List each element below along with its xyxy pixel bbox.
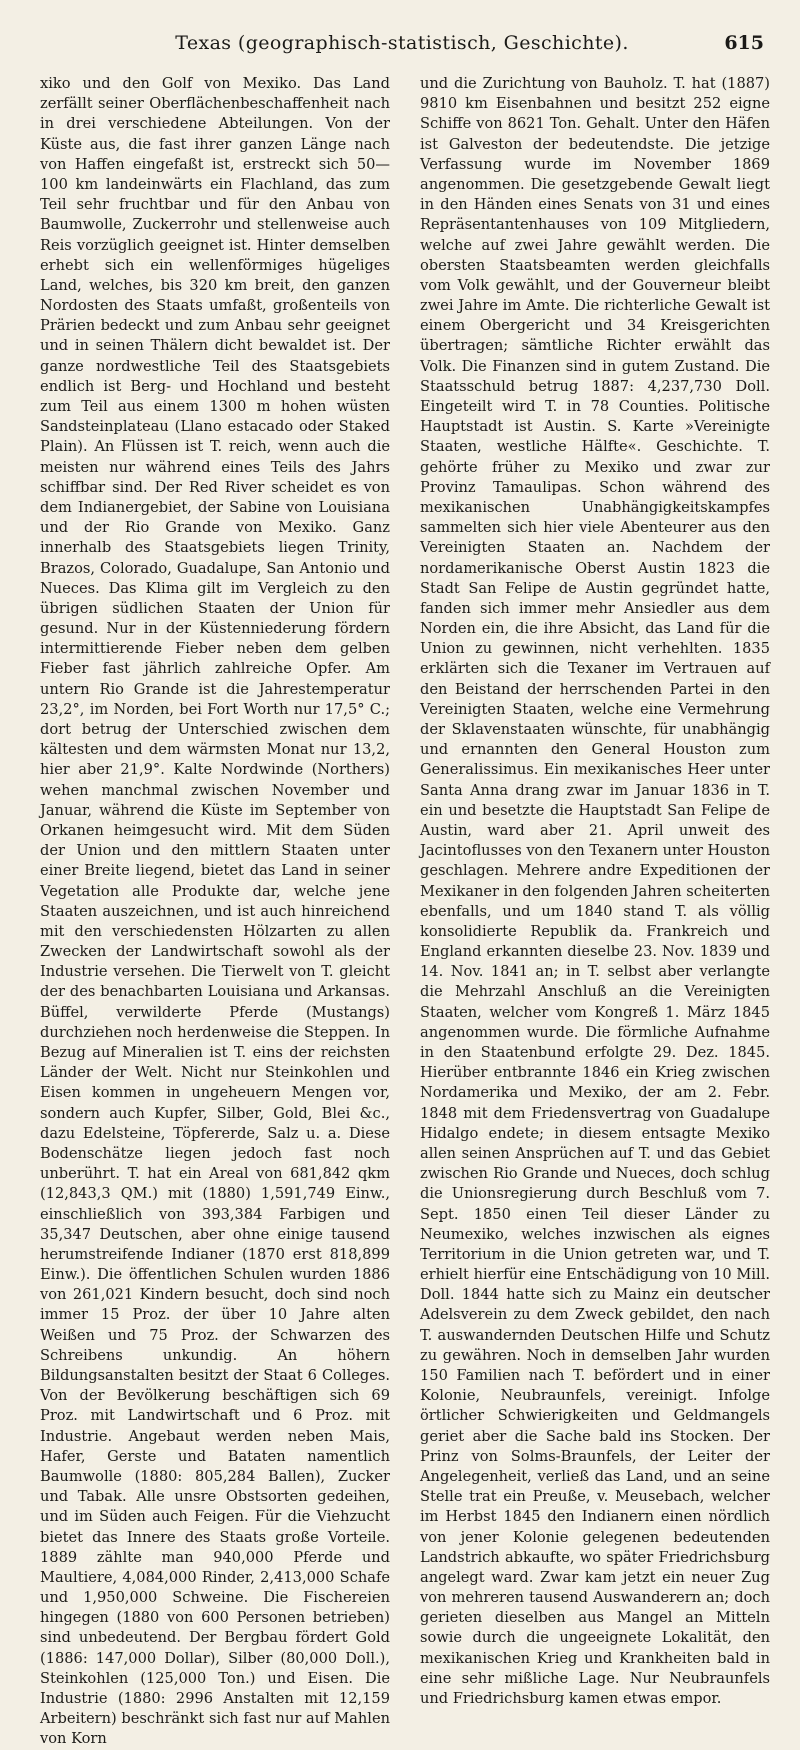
running-header: [40, 32, 764, 58]
text-column-right: [420, 74, 770, 1707]
text-column-left: [40, 74, 390, 1748]
page-number: 615: [724, 32, 764, 54]
page-title: Texas (geographisch-statistisch, Geschichte).: [175, 32, 629, 54]
column-text: und die Zurichtung von Bauholz. T. hat (1887) 9810 km Eisenbahnen und besitzt 252 eigne Schiffe von 8621 Ton. Gehalt. Unter den Häfen ist Galveston der bedeutendste. Die jetzige Verfassung wurde im November 1869 angenommen. Die gesetzgebende Gewalt liegt in den Händen eines Senats von 31 und eines Repräsentantenhauses von 109 Mitgliedern, welche auf zwei Jahre gewählt werden. Die obersten Staatsbeamten werden gleichfalls vom Volk gewählt, und der Gouverneur bleibt zwei Jahre im Amte. Die richterliche Gewalt ist einem Obergericht und 34 Kreisgerichten übertragen; sämtliche Richter erwählt das Volk. Die Finanzen sind in gutem Zustand. Die Staatsschuld betrug 1887: 4,237,730 Doll. Eingeteilt wird T. in 78 Counties. Politische Hauptstadt ist Austin. S. Karte »Vereinigte Staaten, westliche Hälfte«. Geschichte. T. gehörte früher zu Mexiko und zwar zur Provinz Tamaulipas. Schon während des mexikanischen Unabhängigkeitskampfes sammelten sich hier viele Abenteurer aus den Vereinigten Staaten an. Nachdem der nordamerikanische Oberst Austin 1823 die Stadt San Felipe de Austin gegründet hatte, fanden sich immer mehr Ansiedler aus dem Norden ein, die ihre Absicht, das Land für die Union zu gewinnen, nicht verhehlten. 1835 erklärten sich die Texaner im Vertrauen auf den Beistand der herrschenden Partei in den Vereinigten Staaten, welche eine Vermehrung der Sklavenstaaten wünschte, für unabhängig und ernannten den General Houston zum Generalissimus. Ein mexikanisches Heer unter Santa Anna drang zwar im Januar 1836 in T. ein und besetzte die Hauptstadt San Felipe de Austin, ward aber 21. April unweit des Jacintoflusses von den Texanern unter Houston geschlagen. Mehrere andre Expeditionen der Mexikaner in den folgenden Jahren scheiterten ebenfalls, und um 1840 stand T. als völlig konsolidierte Republik da. Frankreich und England erkannten dieselbe 23. Nov. 1839 und 14. Nov. 1841 an; in T. selbst aber verlangte die Mehrzahl Anschluß an die Vereinigten Staaten, welcher vom Kongreß 1. März 1845 angenommen wurde. Die förmliche Aufnahme in den Staatenbund erfolgte 29. Dez. 1845. Hierüber entbrannte 1846 ein Krieg zwischen Nordamerika und Mexiko, der am 2. Febr. 1848 mit dem Friedensvertrag von Guadalupe Hidalgo endete; in diesem entsagte Mexiko allen seinen Ansprüchen auf T. und das Gebiet zwischen Rio Grande und Nueces, doch schlug die Unionsregierung durch Beschluß vom 7. Sept. 1850 einen Teil dieser Länder zu Neumexiko, welches inzwischen als eignes Territorium in die Union getreten war, und T. erhielt hierfür eine Entschädigung von 10 Mill. Doll. 1844 hatte sich zu Mainz ein deutscher Adelsverein zu dem Zweck gebildet, den nach T. auswandernden Deutschen Hilfe und Schutz zu gewähren. Noch in demselben Jahr wurden 150 Familien nach T. befördert und in einer Kolonie, Neubraunfels, vereinigt. Infolge örtlicher Schwierigkeiten und Geldmangels geriet aber die Sache bald ins Stocken. Der Prinz von Solms-Braunfels, der Leiter der Angelegenheit, verließ das Land, und an seine Stelle trat ein Preuße, v. Meusebach, welcher im Herbst 1845 den Indianern einen nördlich von jener Kolonie gelegenen bedeutenden Landstrich abkaufte, wo später Friedrichsburg angelegt ward. Zwar kam jetzt ein neuer Zug von mehreren tausend Auswanderern an; doch gerieten dieselben aus Mangel an Mitteln sowie durch die ungeeignete Lokalität, den mexikanischen Krieg und Krankheiten bald in eine sehr mißliche Lage. Nur Neubraunfels und Friedrichsburg kamen etwas empor.: [420, 75, 770, 1707]
column-text: xiko und den Golf von Mexiko. Das Land zerfällt seiner Oberflächenbeschaffenheit nach in drei verschiedene Abteilungen. Von der Küste aus, die fast ihrer ganzen Länge nach von Haffen eingefaßt ist, erstreckt sich 50—100 km landeinwärts ein Flachland, das zum Teil sehr fruchtbar und für den Anbau von Baumwolle, Zuckerrohr und stellenweise auch Reis vorzüglich geeignet ist. Hinter demselben erhebt sich ein wellenförmiges hügeliges Land, welches, bis 320 km breit, den ganzen Nordosten des Staats umfaßt, großenteils von Prärien bedeckt und zum Anbau sehr geeignet und in seinen Thälern dicht bewaldet ist. Der ganze nordwestliche Teil des Staatsgebiets endlich ist Berg- und Hochland und besteht zum Teil aus einem 1300 m hohen wüsten Sandsteinplateau (Llano estacado oder Staked Plain). An Flüssen ist T. reich, wenn auch die meisten nur während eines Teils des Jahrs schiffbar sind. Der Red River scheidet es von dem Indianergebiet, der Sabine von Louisiana und der Rio Grande von Mexiko. Ganz innerhalb des Staatsgebiets liegen Trinity, Brazos, Colorado, Guadalupe, San Antonio und Nueces. Das Klima gilt im Vergleich zu den übrigen südlichen Staaten der Union für gesund. Nur in der Küstenniederung fördern intermittierende Fieber neben dem gelben Fieber fast jährlich zahlreiche Opfer. Am untern Rio Grande ist die Jahrestemperatur 23,2°, im Norden, bei Fort Worth nur 17,5° C.; dort betrug der Unterschied zwischen dem kältesten und dem wärmsten Monat nur 13,2, hier aber 21,9°. Kalte Nordwinde (Northers) wehen manchmal zwischen November und Januar, während die Küste im September von Orkanen heimgesucht wird. Mit dem Süden der Union und den mittlern Staaten unter einer Breite liegend, bietet das Land in seiner Vegetation alle Produkte dar, welche jene Staaten auszeichnen, und ist auch hinreichend mit den verschiedensten Hölzarten zu allen Zwecken der Landwirtschaft sowohl als der Industrie versehen. Die Tierwelt von T. gleicht der des benachbarten Louisiana und Arkansas. Büffel, verwilderte Pferde (Mustangs) durchziehen noch herdenweise die Steppen. In Bezug auf Mineralien ist T. eins der reichsten Länder der Welt. Nicht nur Steinkohlen und Eisen kommen in ungeheuern Mengen vor, sondern auch Kupfer, Silber, Gold, Blei &c., dazu Edelsteine, Töpfererde, Salz u. a. Diese Bodenschätze liegen jedoch fast noch unberührt. T. hat ein Areal von 681,842 qkm (12,843,3 QM.) mit (1880) 1,591,749 Einw., einschließlich von 393,384 Farbigen und 35,347 Deutschen, aber ohne einige tausend herumstreifende Indianer (1870 erst 818,899 Einw.). Die öffentlichen Schulen wurden 1886 von 261,021 Kindern besucht, doch sind noch immer 15 Proz. der über 10 Jahre alten Weißen und 75 Proz. der Schwarzen des Schreibens unkundig. An höhern Bildungsanstalten besitzt der Staat 6 Colleges. Von der Bevölkerung beschäftigen sich 69 Proz. mit Landwirtschaft und 6 Proz. mit Industrie. Angebaut werden neben Mais, Hafer, Gerste und Bataten namentlich Baumwolle (1880: 805,284 Ballen), Zucker und Tabak. Alle unsre Obstsorten gedeihen, und im Süden auch Feigen. Für die Viehzucht bietet das Innere des Staats große Vorteile. 1889 zählte man 940,000 Pferde und Maultiere, 4,084,000 Rinder, 2,413,000 Schafe und 1,950,000 Schweine. Die Fischereien hingegen (1880 von 600 Personen betrieben) sind unbedeutend. Der Bergbau fördert Gold (1886: 147,000 Dollar), Silber (80,000 Doll.), Steinkohlen (125,000 Ton.) und Eisen. Die Industrie (1880: 2996 Anstalten mit 12,159 Arbeitern) beschränkt sich fast nur auf Mahlen von Korn: [40, 75, 390, 1748]
